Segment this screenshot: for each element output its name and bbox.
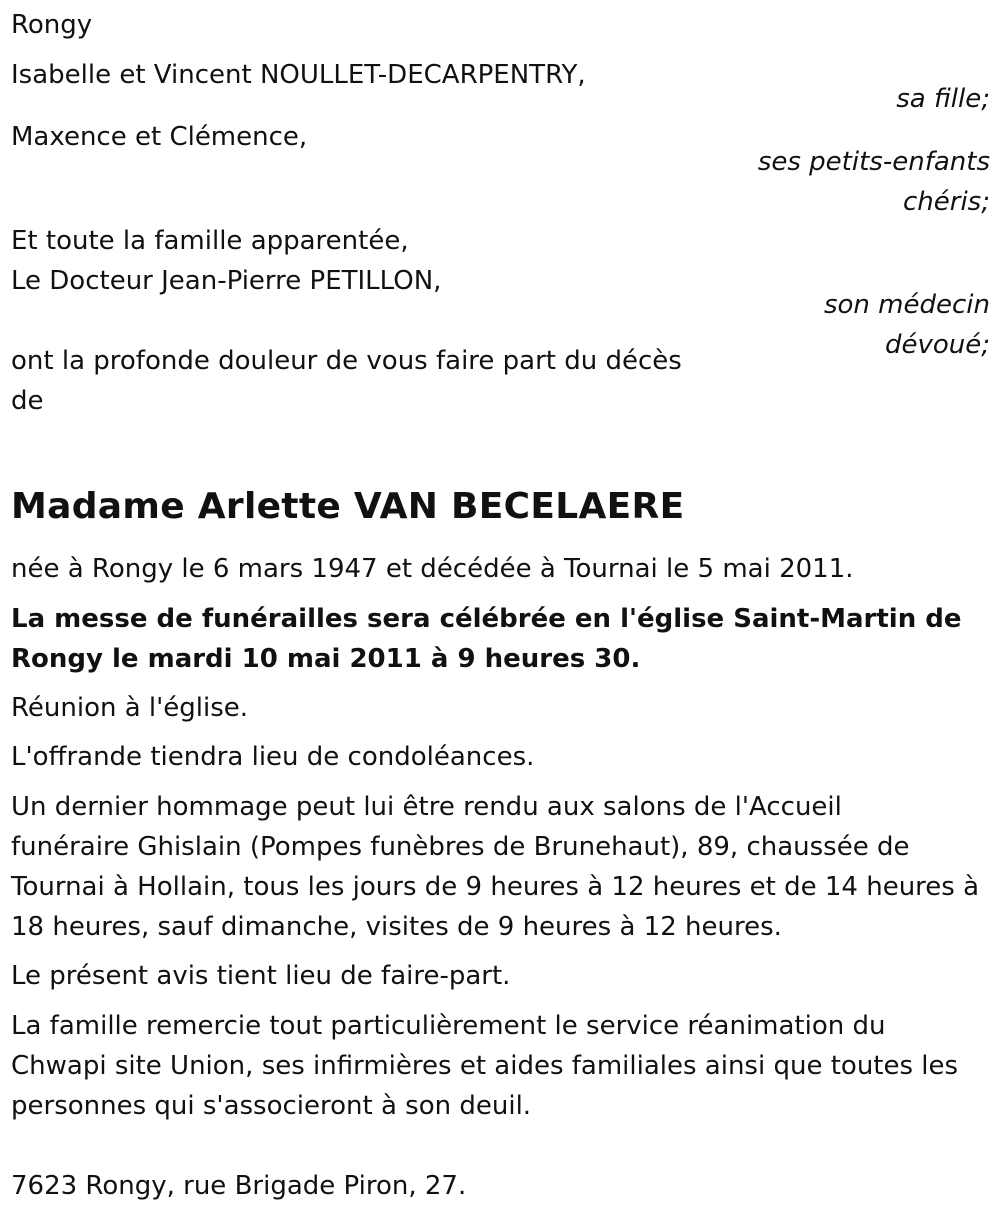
relation-daughter: sa fille; xyxy=(896,84,990,114)
family-member-daughter: Isabelle et Vincent NOULLET-DECARPENTRY, xyxy=(11,60,586,90)
meeting-info: Réunion à l'église. xyxy=(11,693,249,723)
thanks-line2: Chwapi site Union, ses infirmières et aides familiales ainsi que toutes les xyxy=(11,1051,959,1081)
announcement-line2: de xyxy=(11,386,44,416)
tribute-line1: Un dernier hommage peut lui être rendu aux salons de l'Accueil xyxy=(11,792,842,822)
relation-grandchildren-line1: ses petits-enfants xyxy=(757,147,990,177)
location-header: Rongy xyxy=(11,10,93,40)
relation-doctor-line1: son médecin xyxy=(823,290,990,320)
birth-death-dates: née à Rongy le 6 mars 1947 et décédée à Tournai le 5 mai 2011. xyxy=(11,554,854,584)
family-member-extended: Et toute la famille apparentée, xyxy=(11,226,409,256)
offering-info: L'offrande tiendra lieu de condoléances. xyxy=(11,742,535,772)
thanks-line3: personnes qui s'associeront à son deuil. xyxy=(11,1091,532,1121)
address: 7623 Rongy, rue Brigade Piron, 27. xyxy=(11,1171,467,1201)
tribute-line3: Tournai à Hollain, tous les jours de 9 heures à 12 heures et de 14 heures à xyxy=(11,872,980,902)
announcement-line1: ont la profonde douleur de vous faire part du décès xyxy=(11,346,682,376)
notice-info: Le présent avis tient lieu de faire-part. xyxy=(11,961,511,991)
deceased-name: Madame Arlette VAN BECELAERE xyxy=(11,486,685,528)
tribute-line2: funéraire Ghislain (Pompes funèbres de Brunehaut), 89, chaussée de xyxy=(11,832,910,862)
relation-doctor-line2: dévoué; xyxy=(884,330,990,360)
family-member-doctor: Le Docteur Jean-Pierre PETILLON, xyxy=(11,266,442,296)
funeral-line1: La messe de funérailles sera célébrée en l'église Saint-Martin de xyxy=(11,604,962,634)
funeral-line2: Rongy le mardi 10 mai 2011 à 9 heures 30. xyxy=(11,644,641,674)
family-member-grandchildren: Maxence et Clémence, xyxy=(11,122,308,152)
thanks-line1: La famille remercie tout particulièrement le service réanimation du xyxy=(11,1011,886,1041)
relation-grandchildren-line2: chéris; xyxy=(903,187,990,217)
tribute-line4: 18 heures, sauf dimanche, visites de 9 heures à 12 heures. xyxy=(11,912,782,942)
